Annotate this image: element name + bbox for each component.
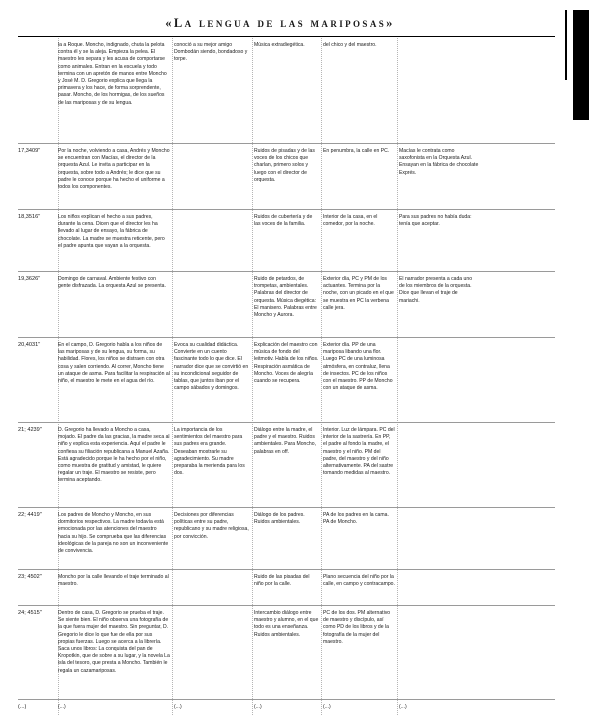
sound-cell: Diálogo de los padres. Ruidos ambientales. [254,512,305,526]
observations-cell: Para sus padres no había duda: tenía que aceptar. [399,214,472,228]
function-cell: Evoca su cualidad didáctica. Convierte en un cuento fascinante todo lo que dice. El narrador dice que se convirtió en su incondicional seguidor de tablas, que juntos iban por el campo sábados y domingos. [174,342,249,392]
time-cell: 20,4031'' [18,342,41,348]
page-title: «La lengua de las mariposas» [165,16,395,30]
time-cell: 21; 4239'' [18,427,42,433]
observations-cell: Macías le contrata como saxofonista en la Orquesta Azul. Ensayan en la fábrica de chocolate Exprés. [399,148,479,176]
image-cell: (...) [323,704,331,710]
table-row [18,570,555,606]
function-cell: Decisiones por diferencias políticas entre su padre, republicano y su madre religiosa, por convicción. [174,512,249,540]
image-cell: Interior de la casa, en el comedor, por la noche. [323,214,378,228]
function-cell: conoció a su mejor amigo Dombodán siendo, bondadoso y torpe. [174,42,248,63]
description-cell: Domingo de carnaval. Ambiente festivo con gente disfrazada. La orquesta Azul se presenta. [58,276,166,290]
table-row [18,423,555,508]
description-cell: En el campo, D. Gregorio habla a los niños de las mariposas y de su lengua, su forma, su habilidad. Flores, los niños se distraen con otra cosa y salen corriendo. Al correr, Moncho tiene un ataque de asma. Para facilitar la respiración al niño, el maestro le mete en el agua del río. [58,342,170,385]
sound-cell: Ruidos de cubertería y de las voces de la familia. [254,214,313,228]
time-cell: 23; 4502'' [18,574,42,580]
description-cell: Moncho por la calle llevando el traje terminado al maestro. [58,574,169,588]
time-cell: 22; 4419'' [18,512,42,518]
sound-cell: Música extradiegética. [254,42,305,48]
image-cell: PC de los dos. PM alternativo de maestro y discípulo, así como PD de los libros y de la fotografía de la mujer del maestro. [323,610,391,645]
table-row [18,606,555,700]
sound-cell: Explicación del maestro con música de fondo del leitmotiv. Habla de los niños. Respiración asmática de Moncho. Voces de alegría cuando se recupera. [254,342,319,385]
image-cell: Exterior día, PC y PM de los actuantes. Termina por la noche, con un picado en el que se muestra en PC la verbena calle jera. [323,276,394,311]
sound-cell: Ruidos de pisadas y de las voces de los chicos que charlan, primero solos y luego con el director de orquesta. [254,148,315,183]
image-cell: Exterior día. PP de una mariposa libando una flor. Luego PC de una luminosa atmósfera, en contraluz, llena de insectos. PC de los niños con el maestro. PP de Moncho con un ataque de asma. [323,342,393,392]
time-cell: 18,3516'' [18,214,41,220]
time-cell: 17,3409'' [18,148,41,154]
title-rule [18,36,555,37]
table-row [18,508,555,570]
table-row [18,272,555,338]
function-cell: (...) [174,704,182,710]
description-cell: Los niños explican el hecho a sus padres, durante la cena. Dicen que el director les ha llevado al lugar de ensayo, la fábrica de chocolate. La madre se muestra reticente, pero el padre apunta que vayan a la orquesta. [58,214,165,249]
description-cell: Dentro de casa, D. Gregorio se prueba el traje. Se siente bien. El niño observa una fotografía de la que fuera mujer del maestro. Sin preguntar, D. Gregorio le dice lo que fue de ella por sus propias fuerzas. Luego se acerca a la librería. Saca unos libros: La conquista del pan de Kropotkin, que de sobre a su lugar, y la novela La isla del tesoro, que presta a Moncho. También le regala un cazamariposas. [58,610,170,674]
sound-cell: (...) [254,704,262,710]
observations-cell: El narrador presenta a cada uno de los miembros de la orquesta. Dice que llevan el traje de mariachi. [399,276,473,304]
image-cell: Plano secuencia del niño por la calle, en campo y contracampo. [323,574,395,588]
time-cell: 24; 4515'' [18,610,42,616]
description-cell: (...) [58,704,66,710]
sequence-table [18,38,555,714]
image-cell: PA de los padres en la cama. PA de Moncho. [323,512,389,526]
description-cell: Por la noche, volviendo a casa, Andrés y Moncho se encuentran con Macías, el director de la orquesta Azul. Le invita a participar en la orquesta, sobre todo a Andrés; le dice que su padre le conoce porque ha hecho el uniforme a todos los componentes. [58,148,170,191]
function-cell: La importancia de los sentimientos del maestro para sus padres era grande. Deseaban mostrarle su agradecimiento. Su madre preparaba la merienda para los dos. [174,427,245,477]
time-cell: (...) [18,704,27,710]
sound-cell: Intercambio diálogo entre maestro y alumno, en el que todo es una enseñanza. Ruidos ambientales. [254,610,319,638]
table-row [18,144,555,210]
sound-cell: Ruido de las pisadas del niño por la calle. [254,574,310,588]
sound-cell: Diálogo entre la madre, el padre y el maestro. Ruidos ambientales. Para Moncho, palabras en off. [254,427,317,455]
image-cell: En penumbra, la calle en PC. [323,148,390,154]
observations-cell: (...) [399,704,407,710]
description-cell: la a Roque. Moncho, indignado, chuta la pelota contra él y se la aleja. Empieza la pelea. El maestro les separa y les acusa de comportarse como animales. Entran en la escuela y todo termina con un apretón de manos entre Moncho y José M. D. Gregorio explica que llega la primavera y los hace, de forma sorprendente, pasar. Moncho, de los hormigas, de los sueños de las mariposas y de su lengua. [58,42,167,106]
image-cell: Interior. Luz de lámpara. PC del interior de la sastrería. En PP, el padre al fondo la madre, el maestro y el niño. PM del padre, del maestro y del niño alternativamente. PA del sastre tomando medidas al maestro. [323,427,395,477]
table-row [18,210,555,272]
description-cell: Los padres de Moncho y Moncho, en sus dormitorios respectivos. La madre todavía está emocionada por las atenciones del maestro hacia su hijo. Se comprueba que las diferencias ideológicas de la pareja no son un inconveniente de convivencia. [58,512,169,555]
sound-cell: Ruido de petardos, de trompetas, ambientales. Palabras del director de orquesta. Música diegética: El manisero. Palabras entre Moncho y Aurora. [254,276,317,319]
table-row [18,38,555,144]
description-cell: D. Gregorio ha llevado a Moncho a casa, mojado. El padre da las gracias, la madre seca al niño y explica esta experiencia. Aquí el padre le confiesa su filiación republicana a Manuel Azaña. Está agradecido porque le ha hecho por el niño, como muestra de gratitud y amistad, le quiere regalar un traje. El maestro se resiste, pero termina aceptando. [58,427,170,484]
time-cell: 19,3626'' [18,276,41,282]
image-cell: del chico y del maestro. [323,42,377,48]
side-tab [573,10,589,120]
side-tab-strip [565,10,567,80]
table-row [18,338,555,423]
table-row [18,700,555,714]
